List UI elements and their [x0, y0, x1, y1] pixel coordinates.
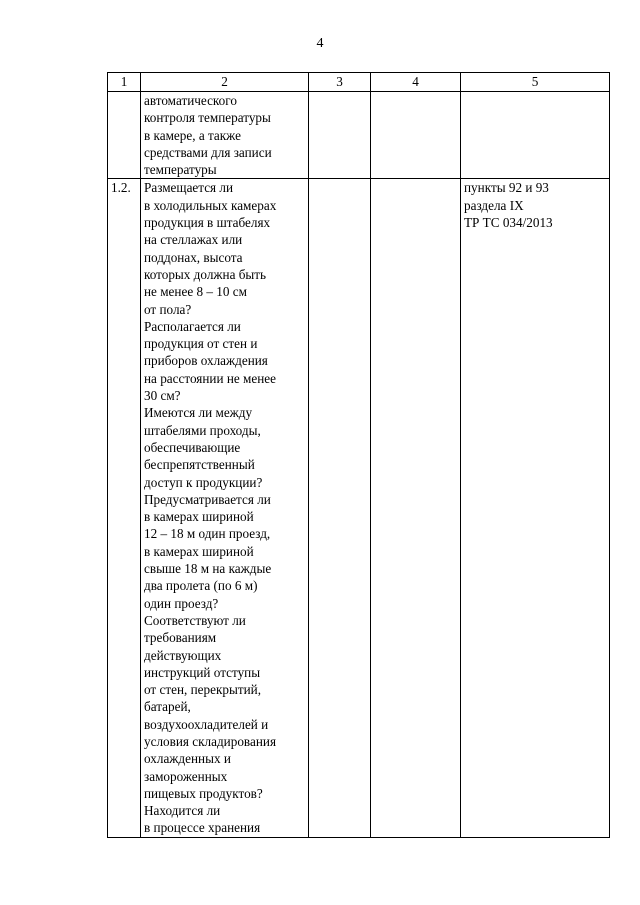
cell-text-line: контроля температуры — [144, 110, 271, 126]
reference-cell — [461, 179, 610, 837]
cell-text-line: батарей, — [144, 699, 191, 715]
cell-text-line: воздухоохладителей и — [144, 716, 269, 732]
cell-text-line: раздела IX — [464, 197, 524, 213]
col4-cell — [371, 179, 461, 837]
cell-text-line: в процессе хранения — [144, 820, 261, 836]
col3-cell — [309, 92, 371, 179]
cell-text-line: продукция в штабелях — [144, 215, 271, 231]
cell-text-line: от пола? — [144, 301, 192, 317]
page-number: 4 — [316, 36, 324, 51]
cell-text-line: не менее 8 – 10 см — [144, 284, 247, 300]
col3-cell — [309, 179, 371, 837]
cell-text-line: приборов охлаждения — [144, 353, 268, 369]
table-row — [108, 179, 610, 837]
cell-text-line: два пролета (по 6 м) — [144, 578, 258, 594]
cell-text-line: охлажденных и — [144, 751, 231, 767]
cell-text-line: требованиям — [144, 630, 217, 646]
cell-text-line: беспрепятственный — [144, 457, 255, 473]
cell-text-line: Находится ли — [144, 803, 221, 819]
item-number-cell — [108, 92, 141, 179]
header-cell-3: 3 — [309, 73, 371, 92]
cell-text-line: инструкций отступы — [144, 664, 261, 680]
cell-text-line: температуры — [144, 162, 217, 178]
table-header-row — [108, 73, 610, 92]
cell-text-line: в камере, а также — [144, 127, 241, 143]
cell-text-line: в камерах шириной — [144, 543, 254, 559]
cell-text-line: средствами для записи — [144, 144, 272, 160]
cell-text-line: Имеются ли между — [144, 405, 253, 421]
cell-text-line: на расстоянии не менее — [144, 370, 276, 386]
cell-text-line: доступ к продукции? — [144, 474, 263, 490]
cell-text-line: Располагается ли — [144, 318, 241, 334]
cell-text-line: автоматического — [144, 93, 237, 108]
cell-text-line: один проезд? — [144, 595, 219, 611]
cell-text-line: Предусматривается ли — [144, 491, 271, 507]
cell-text-line: 30 см? — [144, 388, 181, 404]
cell-text-line: в холодильных камерах — [144, 197, 277, 213]
col4-cell — [371, 92, 461, 179]
cell-text-line: поддонах, высота — [144, 249, 243, 265]
cell-text-line: Соответствуют ли — [144, 612, 246, 628]
checklist-table — [107, 72, 610, 838]
item-number-cell: 1.2. — [108, 179, 141, 837]
header-cell-5: 5 — [461, 73, 610, 92]
cell-text-line: ТР ТС 034/2013 — [464, 215, 553, 231]
cell-text-line: штабелями проходы, — [144, 422, 261, 438]
header-cell-4: 4 — [371, 73, 461, 92]
cell-text-line: замороженных — [144, 768, 228, 784]
question-cell — [141, 92, 309, 179]
cell-text-line: 12 – 18 м один проезд, — [144, 526, 271, 542]
cell-text-line: условия складирования — [144, 733, 277, 749]
cell-text-line: продукция от стен и — [144, 336, 258, 352]
reference-cell — [461, 92, 610, 179]
cell-text-line: свыше 18 м на каждые — [144, 561, 272, 577]
cell-text-line: пищевых продуктов? — [144, 785, 263, 801]
cell-text-line: Размещается ли — [144, 180, 234, 196]
cell-text-line: обеспечивающие — [144, 439, 241, 455]
cell-text-line: действующих — [144, 647, 222, 663]
cell-text-line: пункты 92 и 93 — [464, 180, 549, 196]
cell-text-line: от стен, перекрытий, — [144, 682, 261, 698]
cell-text-line: которых должна быть — [144, 266, 267, 282]
table-row — [108, 92, 610, 179]
cell-text-line: на стеллажах или — [144, 232, 243, 248]
header-cell-1: 1 — [108, 73, 141, 92]
header-cell-2: 2 — [141, 73, 309, 92]
cell-text-line: в камерах шириной — [144, 509, 254, 525]
question-cell — [141, 179, 309, 837]
